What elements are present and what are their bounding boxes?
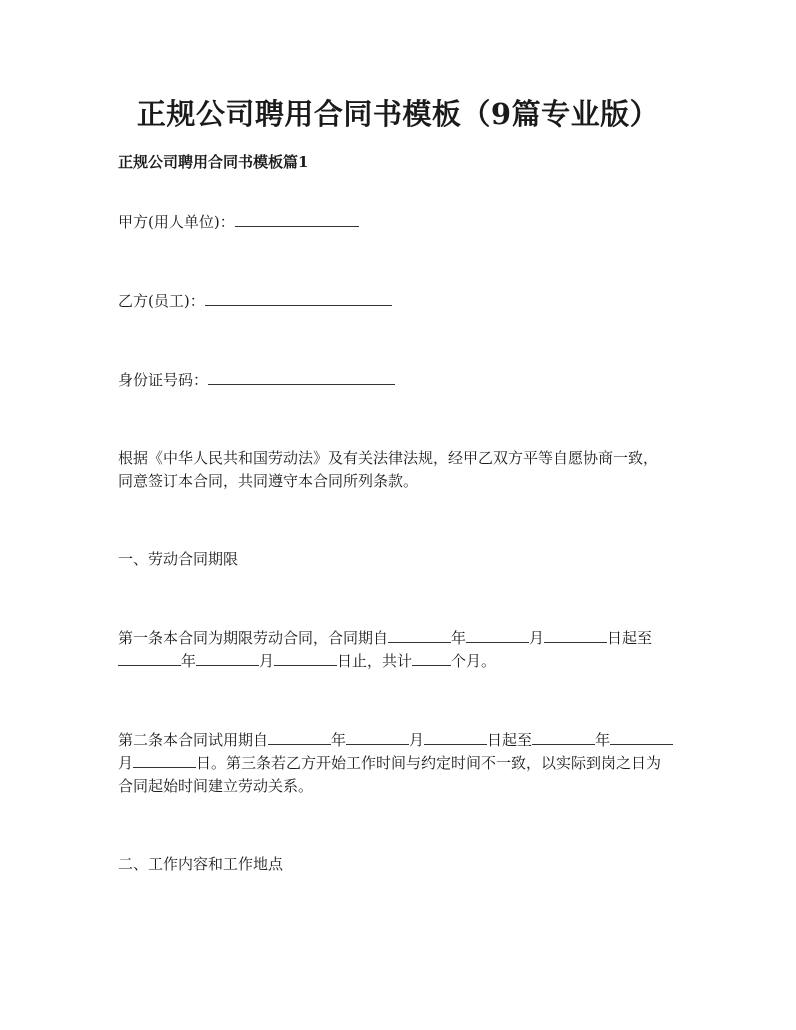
month-blank <box>610 730 673 745</box>
id-number-label: 身份证号码： <box>118 371 209 389</box>
end-label: 日止，共计 <box>337 652 413 670</box>
party-a-blank <box>235 212 359 227</box>
month-label: 月 <box>529 629 545 647</box>
preamble-line: 同意签订本合同，共同遵守本合同所列条款。 <box>118 472 419 490</box>
article-2-line-2 <box>118 752 682 775</box>
day-blank <box>133 753 196 768</box>
party-b-blank <box>205 291 392 306</box>
party-b-label: 乙方(员工)： <box>118 292 205 310</box>
party-a-line <box>118 211 359 234</box>
month-blank <box>346 730 409 745</box>
month-blank <box>196 651 259 666</box>
year-label: 年 <box>451 629 467 647</box>
months-label: 个月。 <box>451 652 497 670</box>
year-blank <box>268 730 331 745</box>
party-a-label: 甲方(用人单位)： <box>118 213 235 231</box>
month-label: 月 <box>259 652 275 670</box>
article-1-line-2 <box>118 650 682 673</box>
months-count-blank <box>412 651 451 666</box>
month-label: 月 <box>118 754 134 772</box>
year-label: 年 <box>181 652 197 670</box>
article-2-line-3: 合同起始时间建立劳动关系。 <box>118 777 314 795</box>
article-1-line-1 <box>118 627 682 650</box>
year-label: 年 <box>595 731 611 749</box>
article-1-paragraph <box>118 627 682 673</box>
day-blank <box>274 651 337 666</box>
document-title: 正规公司聘用合同书模板（9篇专业版） <box>136 97 660 131</box>
day-blank <box>424 730 487 745</box>
month-label: 月 <box>409 731 425 749</box>
year-blank <box>532 730 595 745</box>
year-blank <box>118 651 181 666</box>
id-number-line <box>118 369 395 392</box>
article-3-text: 日。第三条若乙方开始工作时间与约定时间不一致，以实际到岗之日为 <box>196 754 662 772</box>
section-title: 正规公司聘用合同书模板篇1 <box>118 153 309 171</box>
heading-contract-term: 一、劳动合同期限 <box>118 550 239 568</box>
year-blank <box>388 628 451 643</box>
party-b-line <box>118 290 392 313</box>
year-label: 年 <box>331 731 347 749</box>
article-1-text: 第一条本合同为期限劳动合同，合同期自 <box>118 629 389 647</box>
month-blank <box>466 628 529 643</box>
start-label: 日起至 <box>487 731 533 749</box>
start-label: 日起至 <box>607 629 653 647</box>
preamble-paragraph <box>118 447 682 493</box>
day-blank <box>544 628 607 643</box>
article-2-line-1 <box>118 729 682 752</box>
article-2-paragraph <box>118 729 682 798</box>
article-2-text: 第二条本合同试用期自 <box>118 731 269 749</box>
id-number-blank <box>208 370 395 385</box>
preamble-line: 根据《中华人民共和国劳动法》及有关法律法规，经甲乙双方平等自愿协商一致， <box>118 449 659 467</box>
heading-work-content: 二、工作内容和工作地点 <box>118 855 284 873</box>
